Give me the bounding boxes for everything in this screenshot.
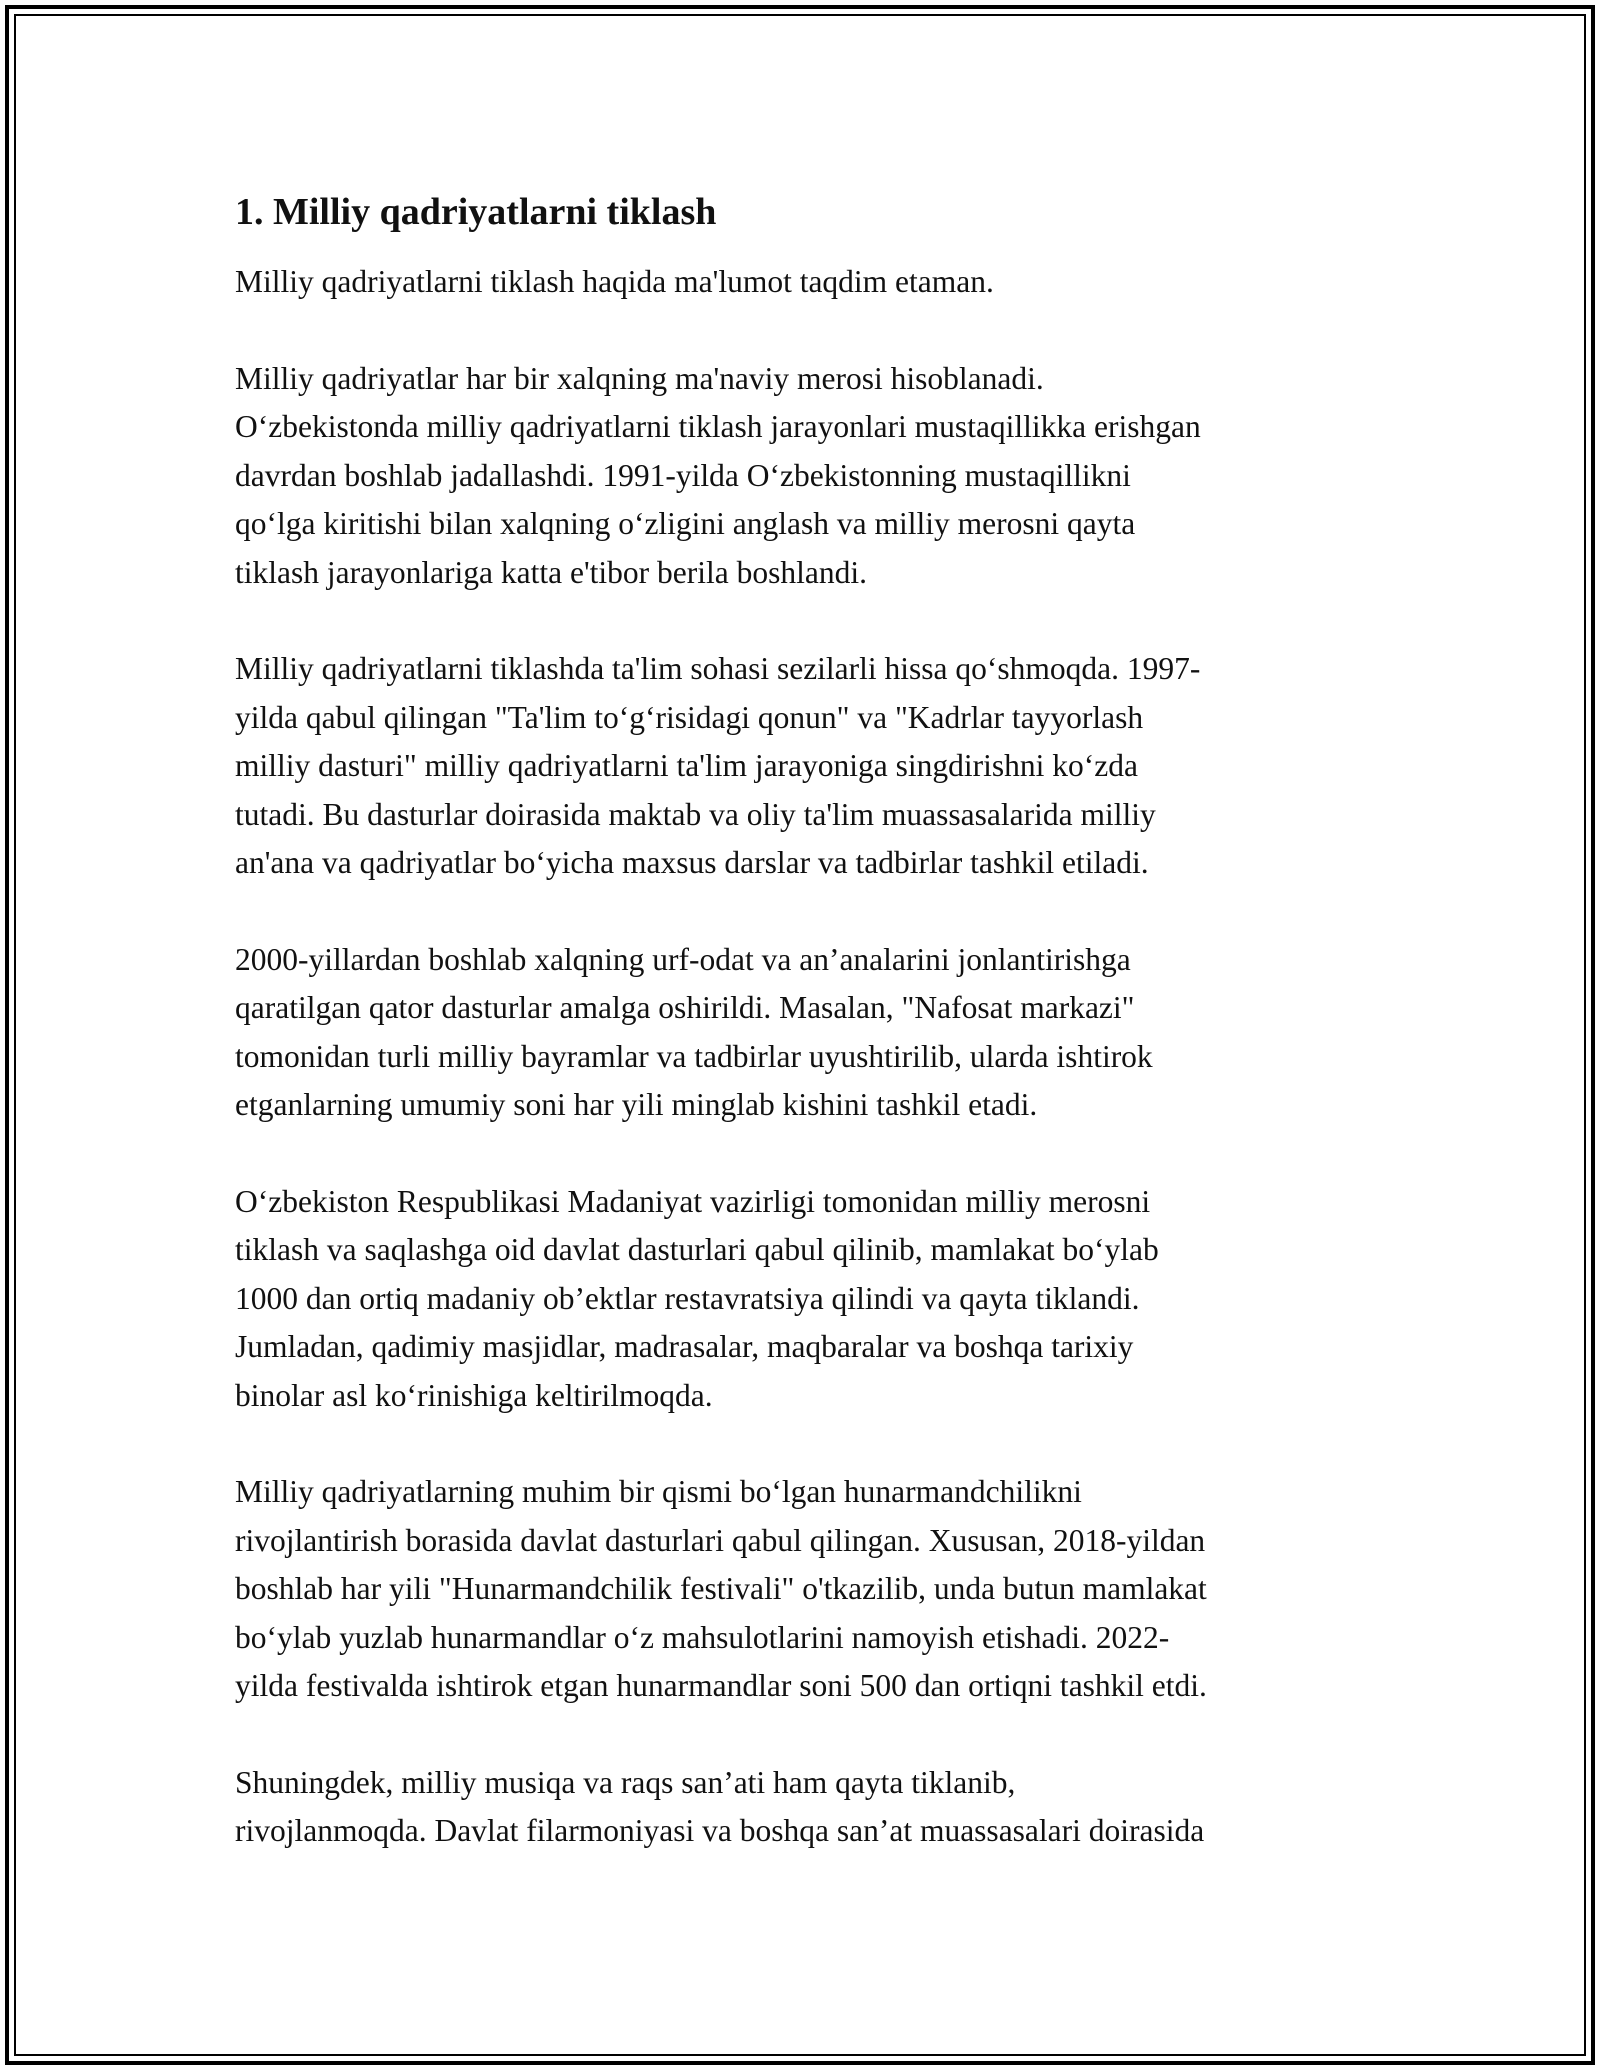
text-line: davrdan boshlab jadallashdi. 1991-yilda O‘zbekistonning mustaqillikni	[235, 457, 1131, 493]
text-line: rivojlantirish borasida davlat dasturlari qabul qilingan. Xususan, 2018-yildan	[235, 1522, 1206, 1558]
section-heading: 1. Milliy qadriyatlarni tiklash	[235, 191, 717, 233]
text-line: tomonidan turli milliy bayramlar va tadbirlar uyushtirilib, ularda ishtirok	[235, 1038, 1153, 1074]
text-line: Milliy qadriyatlarni tiklashda ta'lim sohasi sezilarli hissa qo‘shmoqda. 1997-	[235, 651, 1201, 686]
text-line: tiklash jarayonlariga katta e'tibor berila boshlandi.	[235, 554, 867, 590]
paragraph-independence	[235, 355, 1375, 598]
text-line: Shuningdek, milliy musiqa va raqs san’ati ham qayta tiklanib,	[235, 1764, 1016, 1800]
text-line: yilda qabul qilingan "Ta'lim to‘g‘risidagi qonun" va "Kadrlar tayyorlash	[235, 699, 1144, 735]
document-page	[235, 186, 1375, 1904]
text-line: an'ana va qadriyatlar bo‘yicha maxsus darslar va tadbirlar tashkil etiladi.	[235, 845, 1149, 880]
paragraph-heritage-restoration	[235, 1178, 1375, 1421]
text-line: 2000-yillardan boshlab xalqning urf-odat va an’analarini jonlantirishga	[235, 941, 1131, 977]
text-line: 1000 dan ortiq madaniy ob’ektlar restavratsiya qilindi va qayta tiklandi.	[235, 1280, 1140, 1316]
paragraph-education	[235, 645, 1375, 888]
paragraph-handicrafts	[235, 1468, 1375, 1711]
text-line: bo‘ylab yuzlab hunarmandlar o‘z mahsulotlarini namoyish etishadi. 2022-	[235, 1619, 1170, 1655]
paragraph-music-dance	[235, 1759, 1375, 1856]
text-line: rivojlanmoqda. Davlat filarmoniyasi va boshqa san’at muassasalari doirasida	[235, 1813, 1205, 1848]
text-line: tiklash va saqlashga oid davlat dasturlari qabul qilinib, mamlakat bo‘ylab	[235, 1232, 1159, 1267]
paragraph-intro	[235, 258, 1375, 307]
text-line: boshlab har yili "Hunarmandchilik festivali" o'tkazilib, unda butun mamlakat	[235, 1571, 1207, 1606]
text-line: qo‘lga kiritishi bilan xalqning o‘zligini anglash va milliy merosni qayta	[235, 506, 1136, 541]
text-line: Milliy qadriyatlarning muhim bir qismi bo‘lgan hunarmandchilikni	[235, 1474, 1082, 1509]
text-line: qaratilgan qator dasturlar amalga oshirildi. Masalan, "Nafosat markazi"	[235, 990, 1135, 1025]
text-line: Milliy qadriyatlar har bir xalqning ma'naviy merosi hisoblanadi.	[235, 360, 1044, 396]
text-line: milliy dasturi" milliy qadriyatlarni ta'lim jarayoniga singdirishni ko‘zda	[235, 748, 1138, 783]
text-line: tutadi. Bu dasturlar doirasida maktab va oliy ta'lim muassasalarida milliy	[235, 796, 1156, 832]
text-line: Milliy qadriyatlarni tiklash haqida ma'lumot taqdim etaman.	[235, 264, 994, 299]
text-line: binolar asl ko‘rinishiga keltirilmoqda.	[235, 1377, 713, 1413]
paragraph-traditions	[235, 936, 1375, 1130]
text-line: Jumladan, qadimiy masjidlar, madrasalar, maqbaralar va boshqa tarixiy	[235, 1329, 1134, 1364]
text-line: O‘zbekistonda milliy qadriyatlarni tiklash jarayonlari mustaqillikka erishgan	[235, 409, 1201, 444]
text-line: O‘zbekiston Respublikasi Madaniyat vazirligi tomonidan milliy merosni	[235, 1183, 1151, 1219]
text-line: yilda festivalda ishtirok etgan hunarmandlar soni 500 dan ortiqni tashkil etdi.	[235, 1668, 1207, 1703]
text-line: etganlarning umumiy soni har yili minglab kishini tashkil etadi.	[235, 1087, 1038, 1122]
